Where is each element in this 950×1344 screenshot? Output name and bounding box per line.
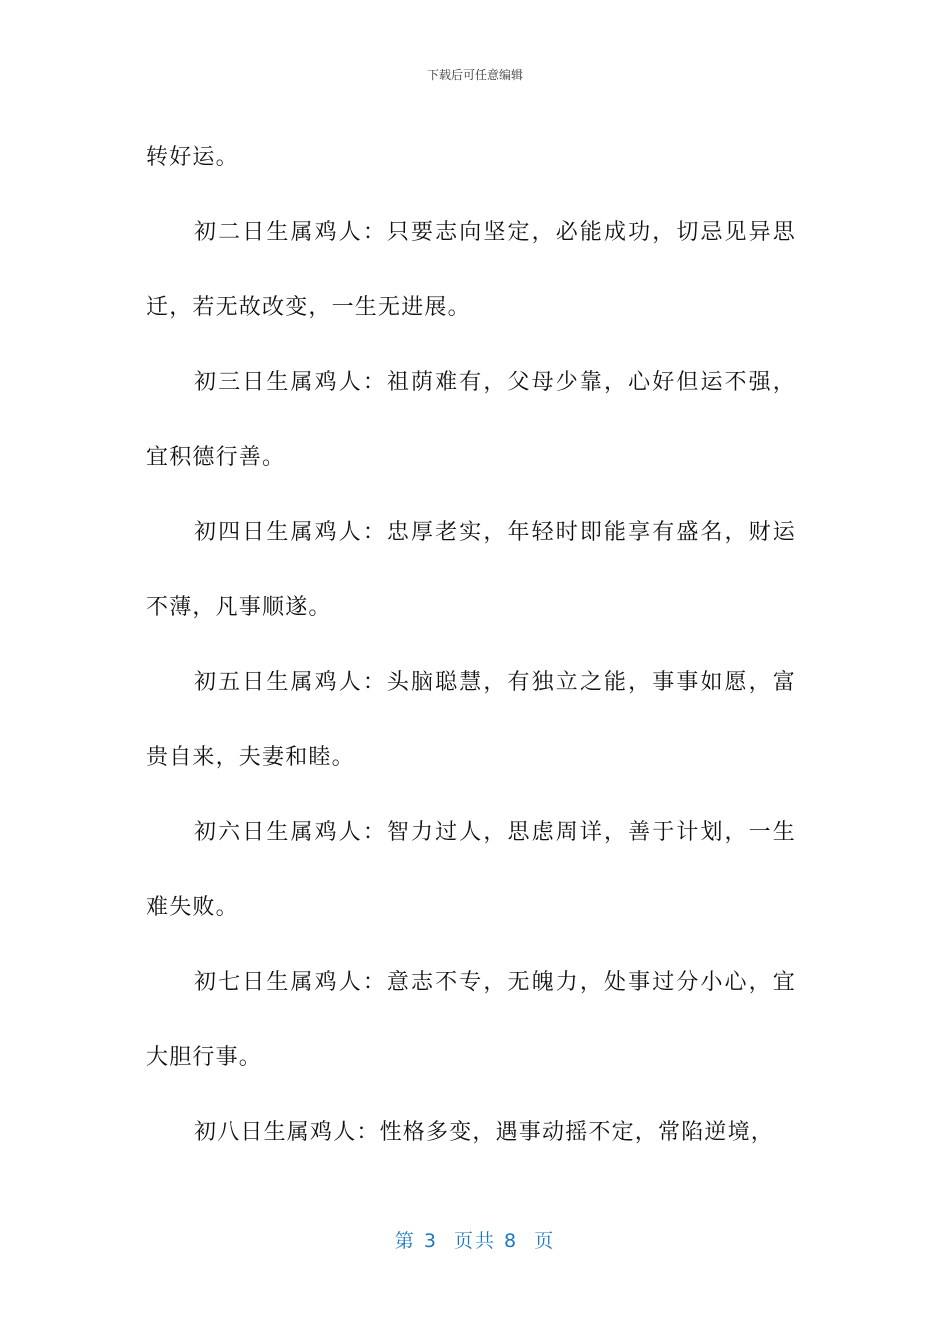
paragraph-8: 初八日生属鸡人：性格多变，遇事动摇不定，常陷逆境，: [194, 1120, 775, 1145]
paragraph-3: 初三日生属鸡人：祖荫难有，父母少靠，心好但运不强，宜积德行善。: [146, 370, 796, 470]
page-header: 下载后可任意编辑: [426, 68, 523, 82]
paragraph-5: 初五日生属鸡人：头脑聪慧，有独立之能，事事如愿，富贵自来，夫妻和睦。: [146, 670, 796, 770]
paragraph-2: 初二日生属鸡人：只要志向坚定，必能成功，切忌见异思迁，若无故改变，一生无进展。: [146, 220, 796, 320]
document-body: [146, 120, 796, 1170]
paragraph-4: 初四日生属鸡人：忠厚老实，年轻时即能享有盛名，财运不薄，凡事顺遂。: [146, 520, 796, 620]
page-footer: 第 3 页共 8 页: [394, 1230, 556, 1252]
paragraph-6: 初六日生属鸡人：智力过人，思虑周详，善于计划，一生难失败。: [146, 820, 796, 920]
paragraph-1: 转好运。: [146, 145, 239, 170]
paragraph-7: 初七日生属鸡人：意志不专，无魄力，处事过分小心，宜大胆行事。: [146, 970, 796, 1070]
